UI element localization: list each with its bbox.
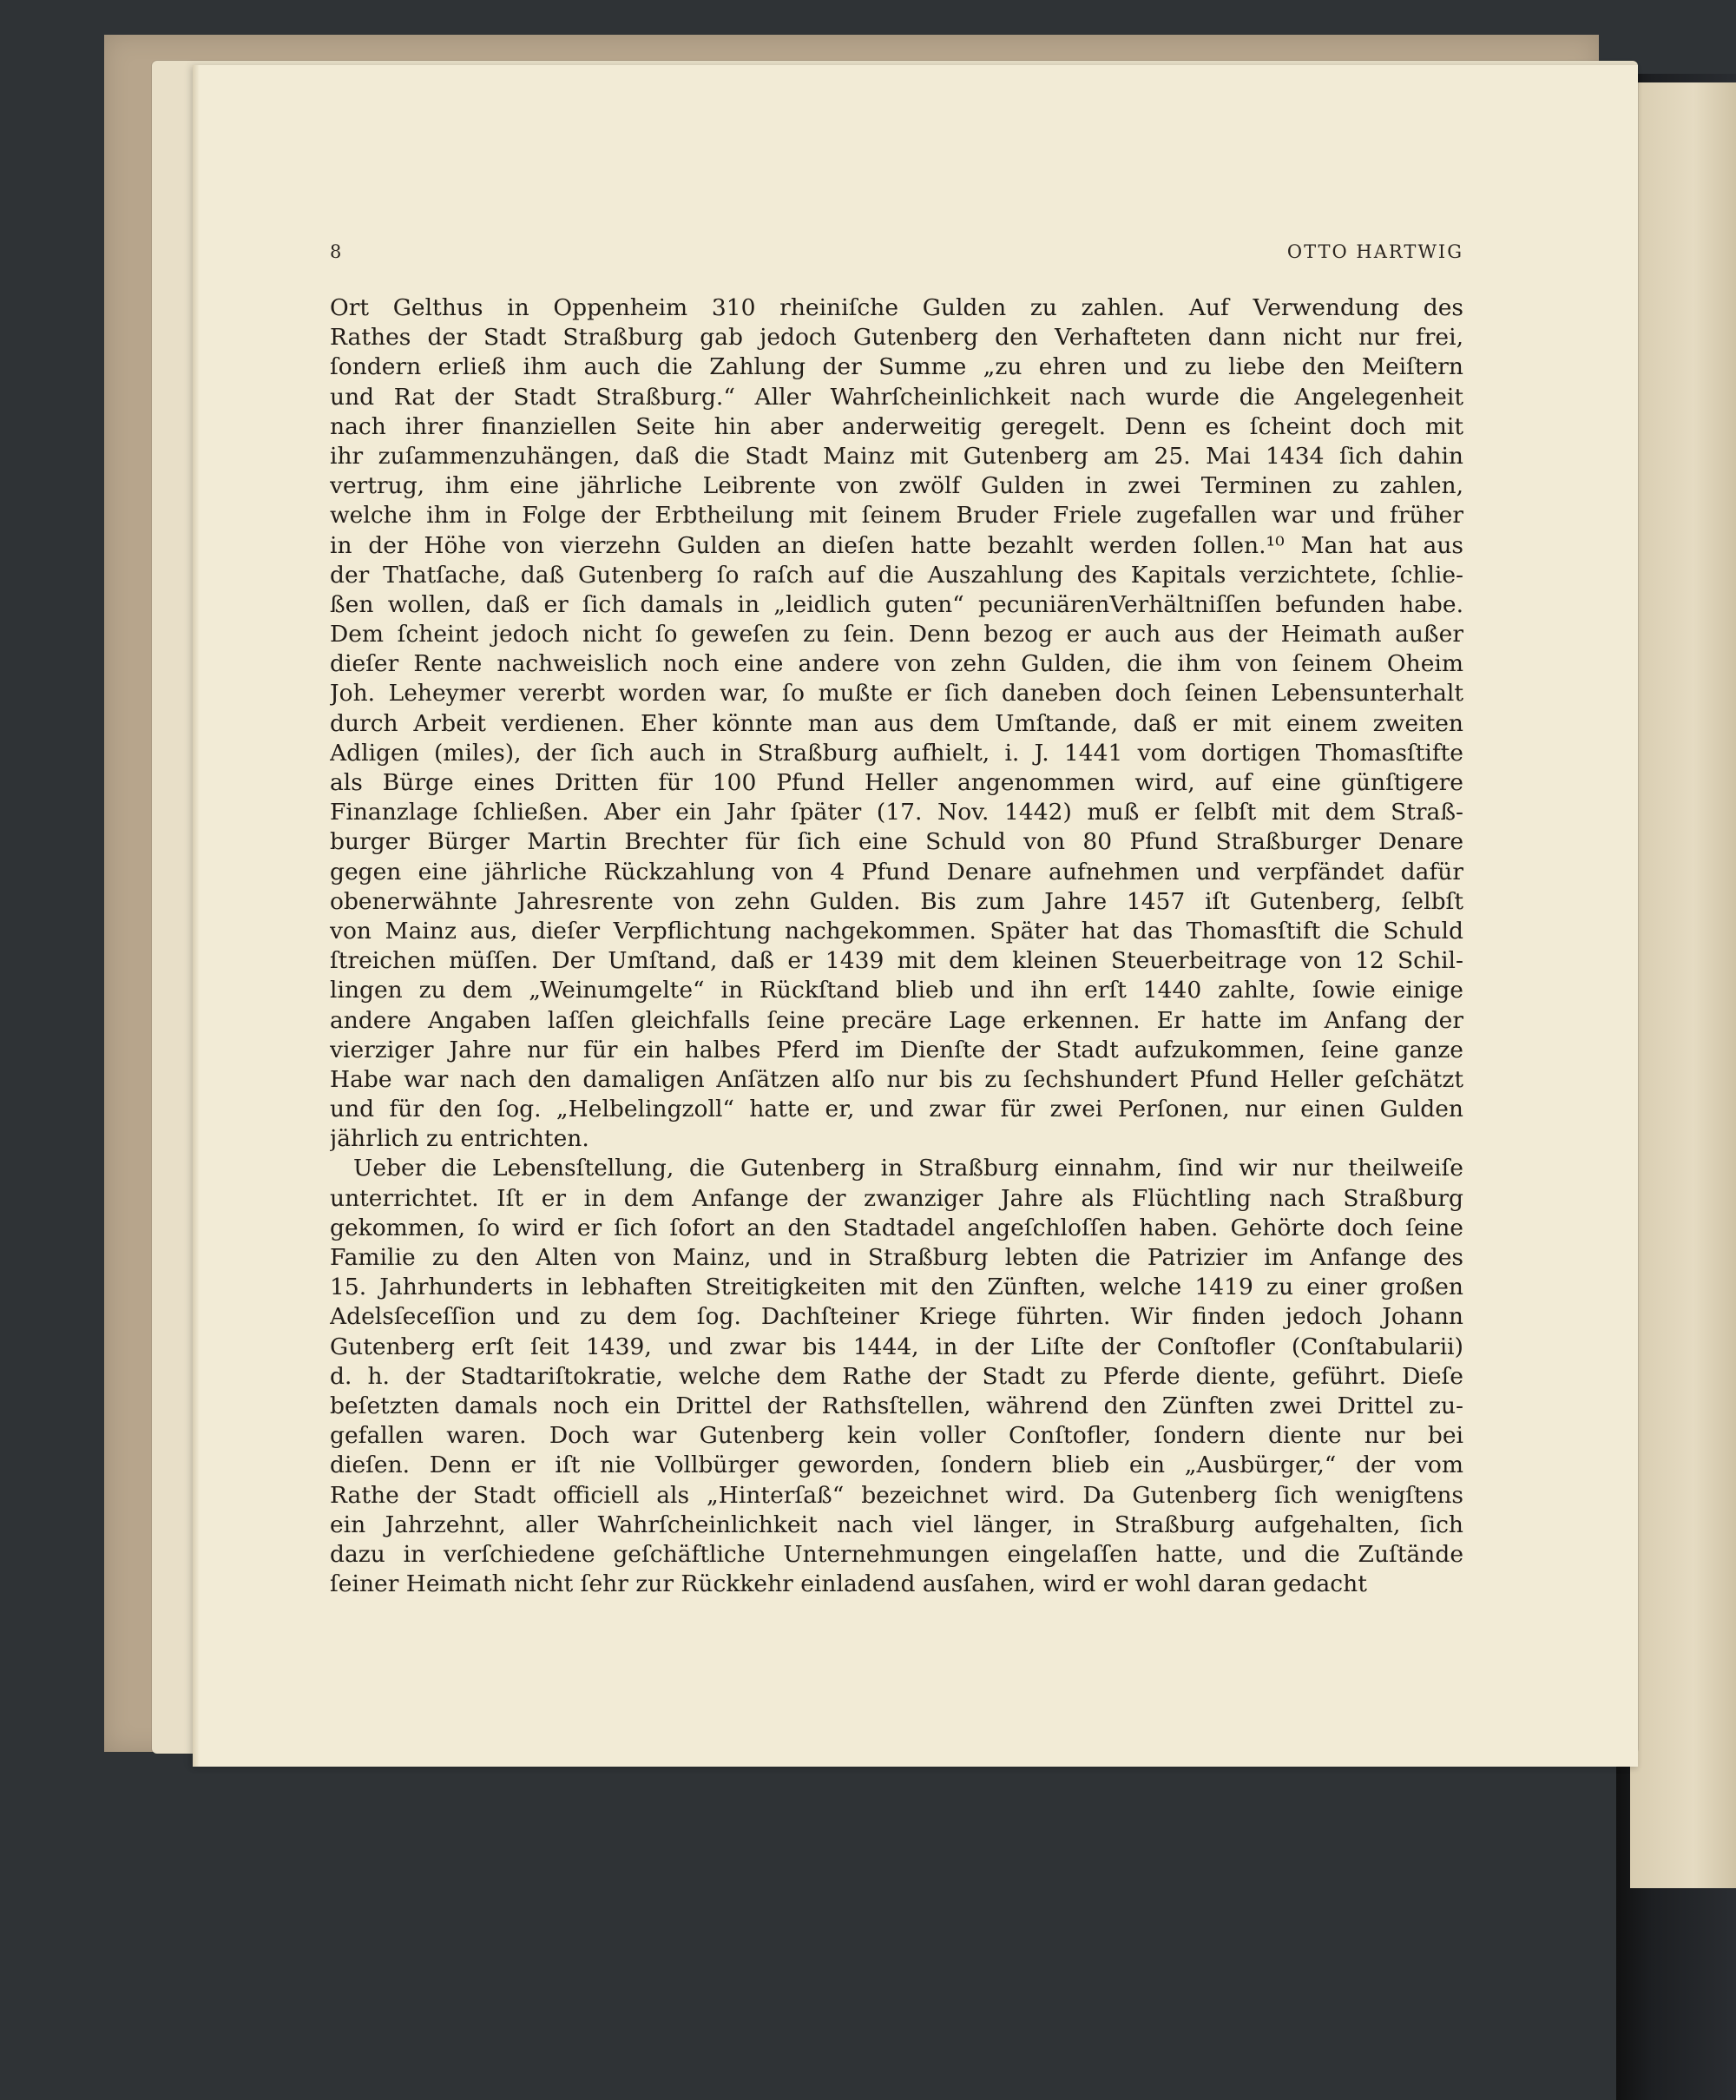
text-line: burger Bürger Martin Brechter für ſich eine Schuld von 80 Pfund Straßburger Denare [330,828,1463,856]
text-line: und Rat der Stadt Straßburg.“ Aller Wahrſcheinlichkeit nach wurde die Angelegenheit [330,383,1463,411]
text-line: gegen eine jährliche Rückzahlung von 4 Pfund Denare aufnehmen und verpfändet dafür [330,858,1463,885]
page-number: 8 [330,241,344,262]
text-line: beſetzten damals noch ein Drittel der Rathsſtellen, während den Zünften zwei Drittel zu- [330,1392,1463,1419]
text-line: vierziger Jahre nur für ein halbes Pferd im Dienſte der Stadt aufzukommen, ſeine ganze [330,1036,1463,1063]
text-line: obenerwähnte Jahresrente von zehn Gulden. Bis zum Jahre 1457 iſt Gutenberg, ſelbſt [330,887,1463,915]
text-line: gefallen waren. Doch war Gutenberg kein voller Conſtofler, ſondern diente nur bei [330,1422,1463,1450]
text-line: von Mainz aus, dieſer Verpflichtung nachgekommen. Später hat das Thomasſtift die Schuld [330,917,1463,945]
text-line: und für den ſog. „Helbelingzoll“ hatte er, und zwar für zwei Perſonen, nur einen Gulden [330,1096,1463,1123]
page-left-edge [193,65,200,1767]
page-header [330,236,1463,267]
text-line: Ueber die Lebensſtellung, die Gutenberg in Straßburg einnahm, ſind wir nur theilweiſe [353,1155,1463,1182]
text-line: der Thatſache, daß Gutenberg ſo raſch auf die Auszahlung des Kapitals verzichtete, ſchlie- [330,561,1463,589]
facing-page-edge [1630,82,1736,1888]
text-line: dazu in verſchiedene geſchäftliche Unternehmungen eingelaſſen hatte, und die Zuſtände [330,1540,1463,1568]
text-line: lingen zu dem „Weinumgelte“ in Rückſtand blieb und ihn erſt 1440 zahlte, ſowie einige [330,977,1463,1004]
text-line: ein Jahrzehnt, aller Wahrſcheinlichkeit nach viel länger, in Straßburg aufgehalten, ſich [330,1511,1463,1538]
text-line: Joh. Leheymer vererbt worden war, ſo mußte er ſich daneben doch ſeinen Lebensunterhalt [330,680,1463,708]
text-line: nach ihrer finanziellen Seite hin aber anderweitig geregelt. Denn es ſcheint doch mit [330,412,1463,440]
body-text [330,293,1463,1599]
text-line: vertrug, ihm eine jährliche Leibrente von zwölf Gulden in zwei Terminen zu zahlen, [330,472,1463,500]
text-line: ßen wollen, daß er ſich damals in „leidlich guten“ pecuniärenVerhältniſſen befunden habe. [330,590,1463,618]
paragraph [330,293,1463,1154]
text-line: andere Angaben laſſen gleichfalls ſeine precäre Lage erkennen. Er hatte im Anfang der [330,1006,1463,1034]
text-line: dieſer Rente nachweislich noch eine andere von zehn Gulden, die ihm von ſeinem Oheim [330,650,1463,678]
text-line: ſondern erließ ihm auch die Zahlung der Summe „zu ehren und zu liebe den Meiſtern [330,353,1463,381]
text-line: Habe war nach den damaligen Anſätzen alſo nur bis zu ſechshundert Pfund Heller geſchätzt [330,1065,1463,1093]
paragraph [330,1154,1463,1599]
text-line: ſeiner Heimath nicht ſehr zur Rückkehr einladend ausſahen, wird er wohl daran gedacht [330,1570,1367,1598]
text-line: durch Arbeit verdienen. Eher könnte man aus dem Umſtande, daß er mit einem zweiten [330,709,1463,737]
text-line: Adelsſeceſſion und zu dem ſog. Dachſteiner Kriege führten. Wir finden jedoch Johann [330,1303,1463,1331]
text-line: unterrichtet. Iſt er in dem Anfange der zwanziger Jahre als Flüchtling nach Straßburg [330,1184,1463,1212]
text-line: in der Höhe von vierzehn Gulden an dieſen hatte bezahlt werden ſollen.¹⁰ Man hat aus [330,531,1463,559]
text-line: Familie zu den Alten von Mainz, und in Straßburg lebten die Patrizier im Anfange des [330,1244,1463,1271]
text-line: Ort Gelthus in Oppenheim 310 rheiniſche Gulden zu zahlen. Auf Verwendung des [330,294,1463,321]
text-line: gekommen, ſo wird er ſich ſofort an den Stadtadel angeſchloſſen haben. Gehörte doch ſeine [330,1214,1463,1241]
text-line: ſtreichen müſſen. Der Umſtand, daß er 1439 mit dem kleinen Steuerbeitrage von 12 Schil- [330,947,1463,975]
text-line: Dem ſcheint jedoch nicht ſo geweſen zu ſein. Denn bezog er auch aus der Heimath außer [330,621,1463,648]
text-line: dieſen. Denn er iſt nie Vollbürger geworden, ſondern blieb ein „Ausbürger,“ der vom [330,1452,1463,1479]
text-line: d. h. der Stadtariſtokratie, welche dem Rathe der Stadt zu Pferde diente, geführt. Dieſe [330,1362,1463,1390]
text-line: Rathe der Stadt officiell als „Hinterſaß“ bezeichnet wird. Da Gutenberg ſich wenigſtens [330,1481,1463,1509]
text-line: welche ihm in Folge der Erbtheilung mit ſeinem Bruder Friele zugefallen war und früher [330,502,1463,530]
text-line: als Bürge eines Dritten für 100 Pfund Heller angenommen wird, auf eine günſtigere [330,769,1463,796]
text-line: Adligen (miles), der ſich auch in Straßburg aufhielt, i. J. 1441 vom dortigen Thomasſtifte [330,739,1463,767]
running-head: OTTO HARTWIG [1286,241,1463,262]
text-line: 15. Jahrhunderts in lebhaften Streitigkeiten mit den Zünften, welche 1419 zu einer großen [330,1274,1463,1301]
text-line: Finanzlage ſchließen. Aber ein Jahr ſpäter (17. Nov. 1442) muß er ſelbſt mit dem Straß- [330,799,1463,826]
text-line: Gutenberg erſt ſeit 1439, und zwar bis 1444, in der Liſte der Conſtofler (Conſtabularii) [330,1333,1463,1360]
text-line: jährlich zu entrichten. [330,1125,589,1153]
text-line: Rathes der Stadt Straßburg gab jedoch Gutenberg den Verhafteten dann nicht nur frei, [330,324,1463,352]
text-line: ihr zuſammenzuhängen, daß die Stadt Mainz mit Gutenberg am 25. Mai 1434 ſich dahin [330,442,1463,470]
